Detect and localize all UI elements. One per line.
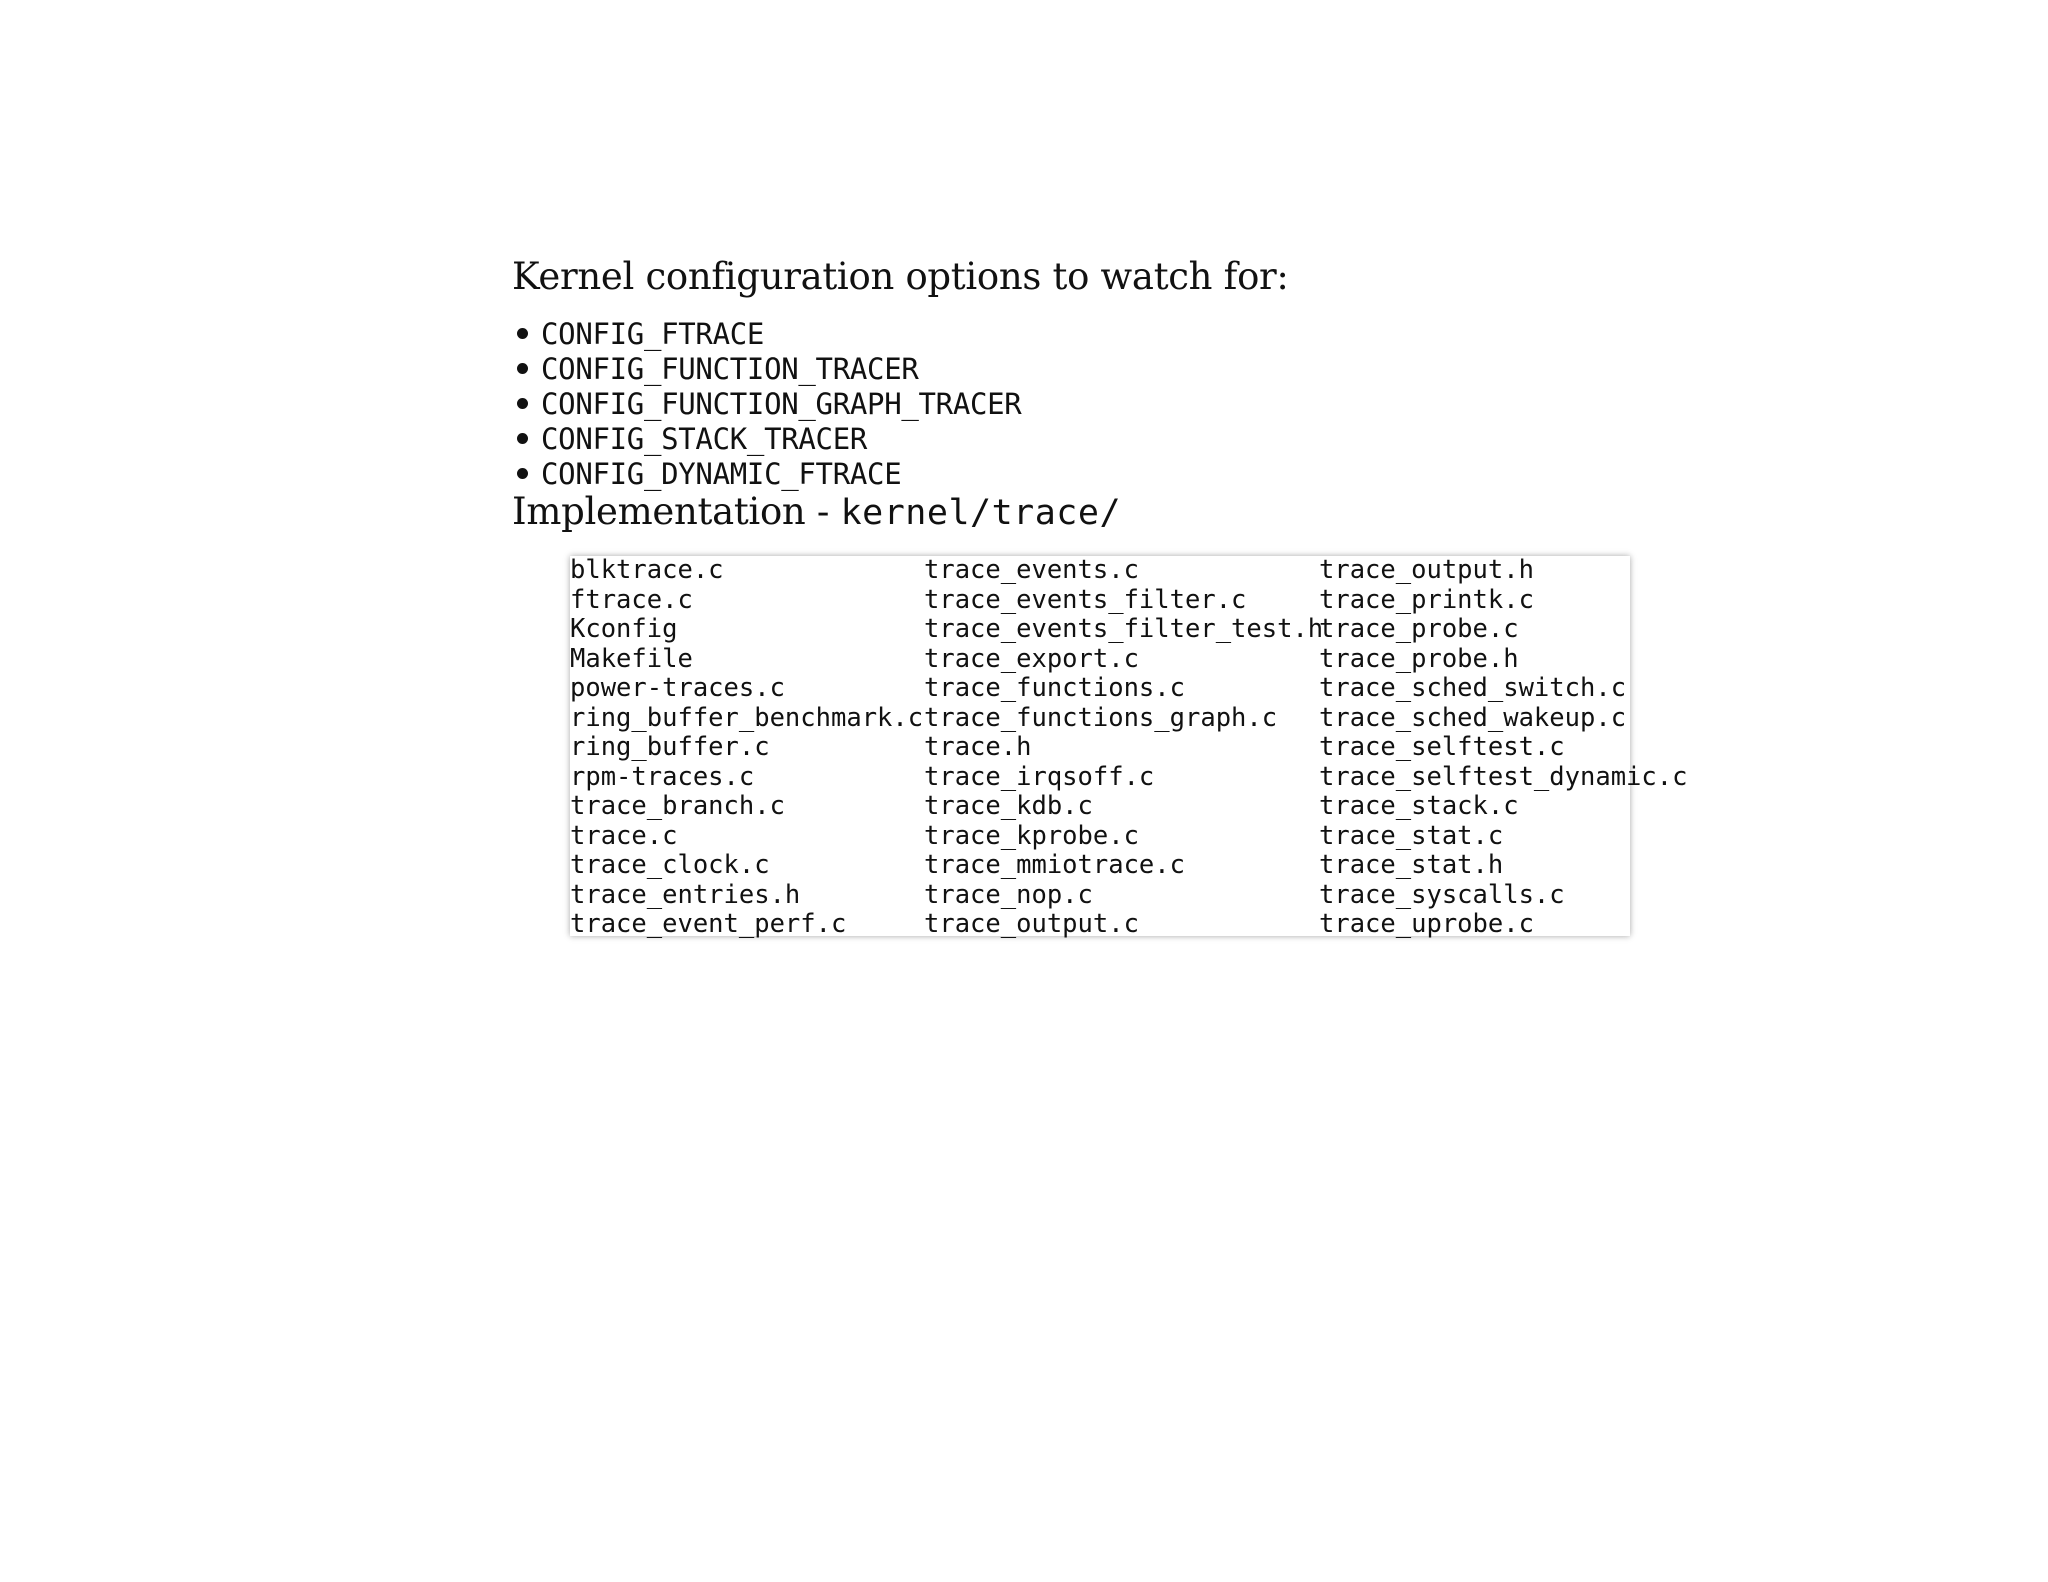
file-entry: trace_kdb.c bbox=[924, 791, 1093, 821]
list-item bbox=[512, 351, 1712, 386]
bullet-icon bbox=[517, 398, 528, 409]
listing-column-3 bbox=[1319, 556, 1687, 940]
file-entry: trace_selftest.c bbox=[1319, 732, 1565, 762]
file-entry: trace_export.c bbox=[924, 643, 1139, 674]
file-entry: trace_selftest_dynamic.c bbox=[1319, 761, 1688, 792]
listing-column-1 bbox=[570, 556, 923, 940]
bullet-icon bbox=[517, 363, 528, 374]
file-entry: trace_stat.h bbox=[1319, 850, 1504, 880]
file-entry: Kconfig bbox=[570, 614, 678, 644]
file-entry: trace_events_filter_test.h bbox=[924, 614, 1324, 644]
file-entry: Makefile bbox=[570, 643, 693, 674]
file-entry: trace_irqsoff.c bbox=[924, 761, 1155, 792]
list-item bbox=[512, 316, 1712, 351]
file-entry: trace_functions_graph.c bbox=[924, 702, 1278, 733]
file-entry: trace_stack.c bbox=[1319, 791, 1519, 821]
config-option: CONFIG_FUNCTION_TRACER bbox=[541, 351, 919, 386]
implementation-heading bbox=[512, 491, 1712, 534]
list-item bbox=[512, 386, 1712, 421]
file-entry: ftrace.c bbox=[570, 584, 693, 615]
bullet-icon bbox=[517, 468, 528, 479]
config-options-list bbox=[512, 316, 1712, 491]
page-title: Kernel configuration options to watch for: bbox=[512, 255, 1289, 298]
file-entry: power-traces.c bbox=[570, 673, 785, 703]
file-entry: trace_events_filter.c bbox=[924, 584, 1247, 615]
slide-content bbox=[512, 252, 1712, 939]
file-entry: ring_buffer.c bbox=[570, 732, 770, 762]
file-entry: trace_sched_switch.c bbox=[1319, 673, 1627, 703]
file-entry: trace_probe.c bbox=[1319, 614, 1519, 644]
implementation-label: Implementation - bbox=[512, 490, 841, 533]
file-entry: trace_kprobe.c bbox=[924, 820, 1139, 851]
file-entry: trace_mmiotrace.c bbox=[924, 850, 1185, 880]
file-entry: rpm-traces.c bbox=[570, 761, 755, 792]
file-entry: trace_probe.h bbox=[1319, 643, 1519, 674]
file-entry: trace_sched_wakeup.c bbox=[1319, 702, 1627, 733]
config-option: CONFIG_STACK_TRACER bbox=[541, 421, 868, 456]
bullet-icon bbox=[517, 328, 528, 339]
file-entry: trace_clock.c bbox=[570, 850, 770, 880]
file-entry: trace_entries.h bbox=[570, 879, 801, 910]
implementation-path: kernel/trace/ bbox=[840, 493, 1122, 533]
file-entry: trace.c bbox=[570, 820, 678, 851]
file-entry: trace_printk.c bbox=[1319, 584, 1534, 615]
file-entry: trace_event_perf.c bbox=[570, 909, 847, 939]
file-entry: trace_syscalls.c bbox=[1319, 879, 1565, 910]
file-entry: blktrace.c bbox=[570, 555, 724, 585]
list-item bbox=[512, 421, 1712, 456]
file-entry: trace_output.h bbox=[1319, 555, 1534, 585]
file-entry: trace_branch.c bbox=[570, 791, 785, 821]
file-entry: trace_stat.c bbox=[1319, 820, 1504, 851]
config-option: CONFIG_FUNCTION_GRAPH_TRACER bbox=[541, 386, 1022, 421]
file-entry: ring_buffer_benchmark.c bbox=[570, 702, 924, 733]
file-entry: trace_nop.c bbox=[924, 879, 1093, 910]
list-item bbox=[512, 456, 1712, 491]
config-option: CONFIG_FTRACE bbox=[541, 316, 765, 351]
file-entry: trace.h bbox=[924, 732, 1032, 762]
file-listing bbox=[570, 555, 1688, 939]
file-entry: trace_output.c bbox=[924, 909, 1139, 939]
listing-column-2 bbox=[924, 556, 1323, 940]
config-option: CONFIG_DYNAMIC_FTRACE bbox=[541, 456, 902, 491]
bullet-icon bbox=[517, 433, 528, 444]
file-entry: trace_events.c bbox=[924, 555, 1139, 585]
file-entry: trace_functions.c bbox=[924, 673, 1185, 703]
file-entry: trace_uprobe.c bbox=[1319, 909, 1534, 939]
